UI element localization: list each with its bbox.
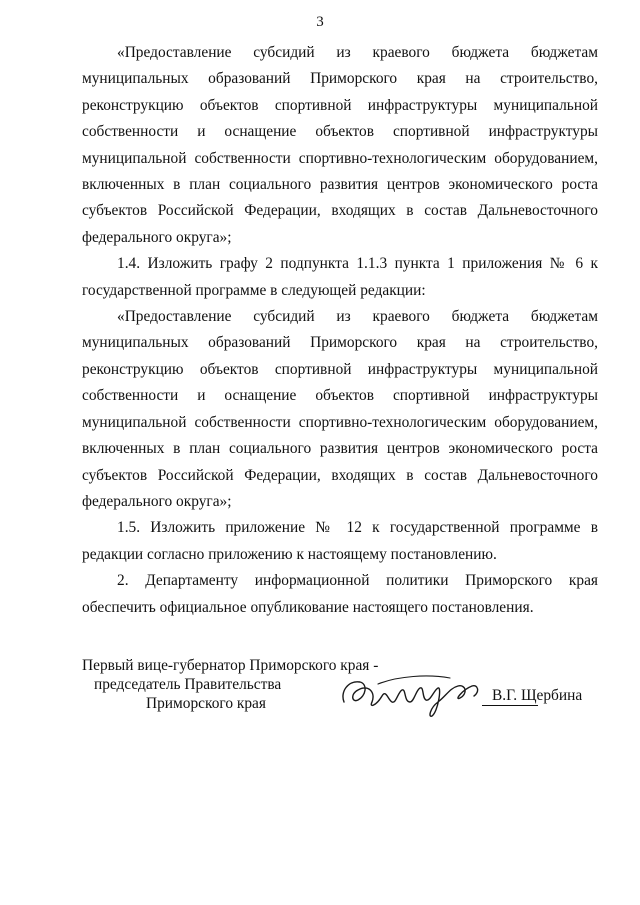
- signatory-title-line-3: Приморского края: [146, 695, 266, 712]
- paragraph-item-1-5: 1.5. Изложить приложение № 12 к государственной программе в редакции согласно приложению к настоящему постановлению.: [82, 519, 598, 563]
- signature-underline: [482, 705, 538, 706]
- signatory-title-line-1: Первый вице-губернатор Приморского края -: [82, 657, 379, 674]
- document-body: [82, 40, 598, 621]
- page-number: 3: [316, 14, 324, 30]
- signer-name: В.Г. Щербина: [492, 687, 583, 704]
- paragraph-item-1-4: 1.4. Изложить графу 2 подпункта 1.1.3 пункта 1 приложения № 6 к государственной программе в следующей редакции:: [82, 255, 598, 299]
- signatory-title-line-2: председатель Правительства: [94, 676, 282, 693]
- handwritten-signature: [338, 662, 488, 720]
- paragraph-quote-2: «Предоставление субсидий из краевого бюджета бюджетам муниципальных образований Приморского края на строительство, реконструкцию объектов спортивной инфраструктуры муниципальной собственности и оснащение объектов спортивной инфраструктуры муниципальной собственности спортивно-технологическим оборудованием, включенных в план социального развития центров экономического роста субъектов Российской Федерации, входящих в состав Дальневосточного федерального округа»;: [82, 308, 598, 510]
- paragraph-quote-1: «Предоставление субсидий из краевого бюджета бюджетам муниципальных образований Приморского края на строительство, реконструкцию объектов спортивной инфраструктуры муниципальной собственности и оснащение объектов спортивной инфраструктуры муниципальной собственности спортивно-технологическим оборудованием, включенных в план социального развития центров экономического роста субъектов Российской Федерации, входящих в состав Дальневосточного федерального округа»;: [82, 44, 598, 246]
- paragraph-item-2: 2. Департаменту информационной политики Приморского края обеспечить официальное опубликование настоящего постановления.: [82, 572, 598, 616]
